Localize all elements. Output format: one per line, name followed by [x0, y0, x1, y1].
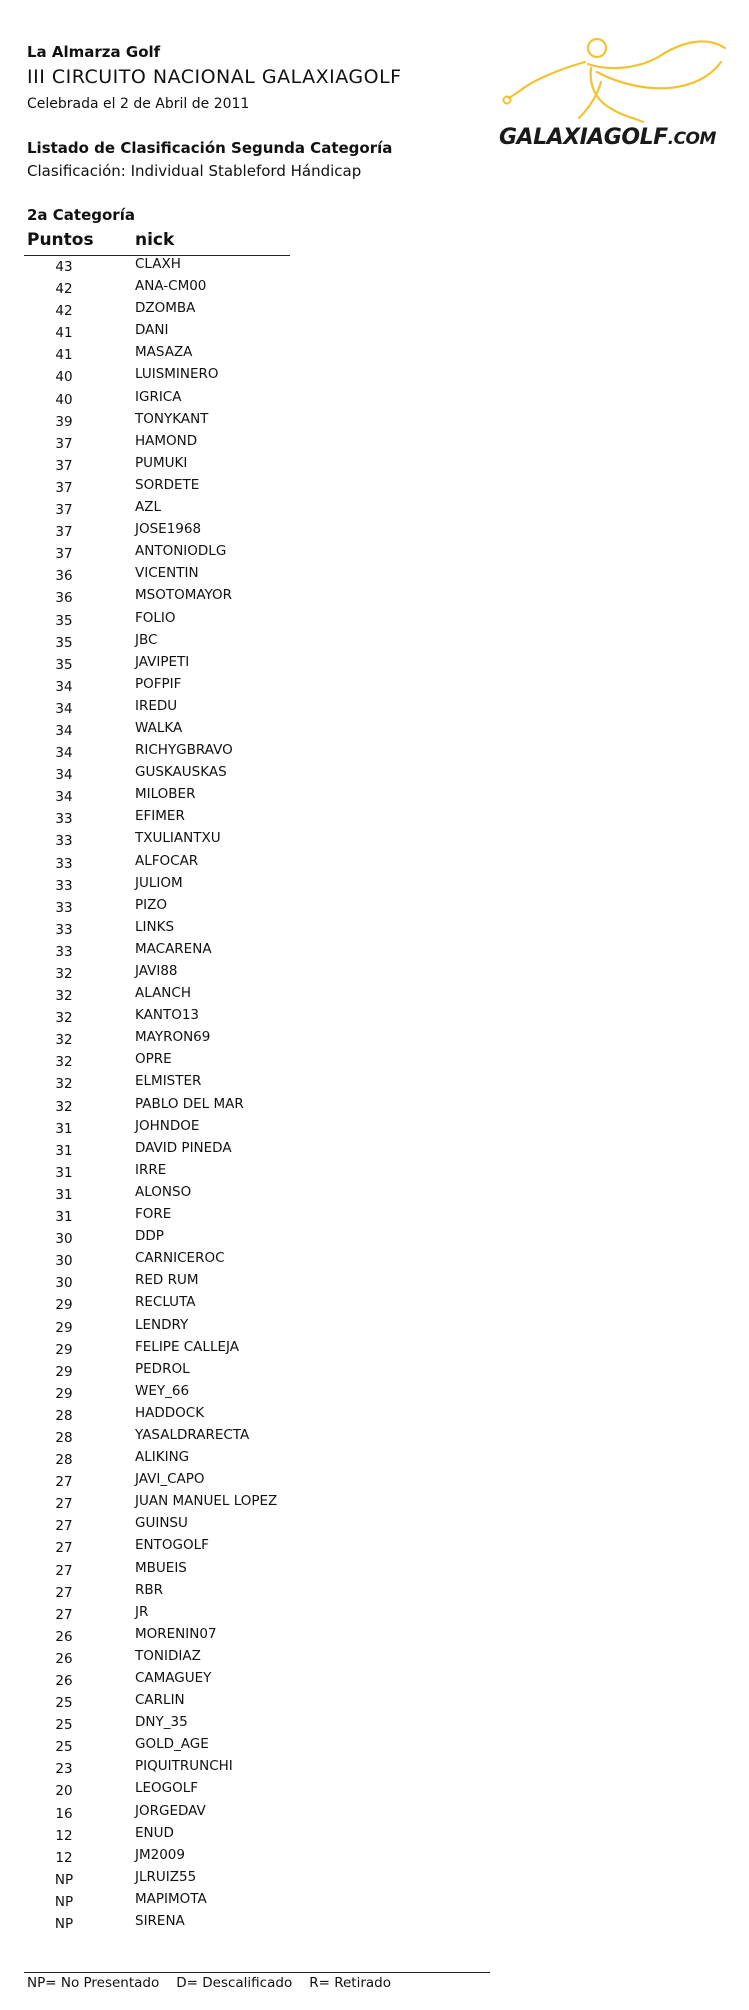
row-nick: DANI [135, 322, 169, 339]
row-points: 29 [55, 1297, 73, 1314]
classification-type: Clasificación: Individual Stableford Hándicap [27, 162, 362, 180]
row-points: 26 [55, 1673, 73, 1689]
row-points: 35 [55, 634, 73, 651]
row-points: 32 [55, 1098, 73, 1115]
table-row [24, 343, 324, 365]
row-nick: TONIDIAZ [135, 1647, 201, 1664]
row-nick: ALONSO [135, 1183, 192, 1200]
row-nick: JLRUIZ55 [135, 1868, 197, 1885]
row-points: 31 [55, 1142, 73, 1159]
table-row [24, 1581, 324, 1603]
row-points: 28 [55, 1429, 73, 1446]
row-points: NP [54, 1893, 74, 1910]
row-nick: MILOBER [135, 786, 196, 803]
row-nick: CLAXH [135, 256, 181, 272]
row-nick: PABLO DEL MAR [135, 1095, 244, 1112]
row-points: 33 [55, 811, 73, 828]
row-nick: JOHNDOE [135, 1117, 200, 1134]
row-nick: FORE [135, 1206, 172, 1223]
table-row [24, 1691, 324, 1713]
table-row [24, 564, 324, 586]
table-row [24, 476, 324, 498]
row-nick: MBUEIS [135, 1559, 187, 1576]
row-nick: DDP [135, 1228, 164, 1245]
table-row [24, 1470, 324, 1492]
row-points: 27 [55, 1496, 73, 1513]
column-header-nick: nick [135, 230, 175, 250]
table-row [24, 719, 324, 741]
row-nick: HADDOCK [135, 1404, 205, 1421]
row-nick: GOLD_AGE [135, 1736, 209, 1753]
row-points: 26 [55, 1628, 73, 1645]
row-nick: MORENIN07 [135, 1625, 217, 1642]
row-points: 33 [55, 855, 73, 872]
table-row [24, 1139, 324, 1161]
table-row [24, 984, 324, 1006]
row-nick: TXULIANTXU [135, 830, 221, 847]
table-row [24, 829, 324, 851]
logo-text-main: GALAXIAGOLF [499, 125, 668, 150]
row-nick: ANTONIODLG [135, 543, 227, 560]
row-nick: IGRICA [135, 388, 182, 405]
table-row [24, 852, 324, 874]
row-nick: PIZO [135, 896, 167, 913]
table-row [24, 675, 324, 697]
row-nick: GUINSU [135, 1515, 188, 1532]
row-points: 27 [55, 1518, 73, 1535]
row-points: 32 [55, 988, 73, 1005]
row-points: 31 [55, 1186, 73, 1203]
row-points: 37 [55, 479, 73, 496]
row-points: 12 [55, 1849, 73, 1866]
row-nick: OPRE [135, 1051, 172, 1068]
row-points: NP [54, 1916, 74, 1933]
row-points: 25 [55, 1695, 73, 1712]
row-points: 32 [55, 1032, 73, 1049]
table-row [24, 697, 324, 719]
row-nick: AZL [135, 499, 162, 516]
row-nick: EFIMER [135, 808, 185, 825]
table-row [24, 1316, 324, 1338]
table-row [24, 1448, 324, 1470]
row-nick: PIQUITRUNCHI [135, 1758, 233, 1775]
row-points: 25 [55, 1739, 73, 1756]
row-points: 27 [55, 1562, 73, 1579]
table-row [24, 498, 324, 520]
row-nick: JBC [135, 631, 158, 648]
table-row [24, 874, 324, 896]
table-row [24, 631, 324, 653]
row-points: 33 [55, 833, 73, 850]
table-row [24, 1890, 324, 1912]
row-points: 12 [55, 1827, 73, 1844]
row-points: 37 [55, 546, 73, 563]
legend-d: D= Descalificado [176, 1975, 293, 1991]
logo-wordmark [499, 125, 716, 150]
table-row [24, 1625, 324, 1647]
table-row [24, 1713, 324, 1735]
row-nick: LUISMINERO [135, 366, 219, 383]
table-row [24, 1779, 324, 1801]
table-row [24, 542, 324, 564]
row-points: 34 [55, 678, 73, 695]
table-row [24, 1868, 324, 1890]
row-points: NP [54, 1871, 74, 1888]
logo-text-suffix: .COM [667, 129, 716, 149]
row-points: 33 [55, 921, 73, 938]
table-row [24, 1028, 324, 1050]
row-nick: IRRE [135, 1161, 167, 1178]
row-nick: JORGEDAV [135, 1802, 206, 1819]
row-points: 41 [55, 347, 73, 364]
row-nick: MACARENA [135, 940, 212, 957]
row-points: 30 [55, 1253, 73, 1270]
table-row [24, 1293, 324, 1315]
row-nick: FELIPE CALLEJA [135, 1338, 239, 1355]
row-points: 33 [55, 943, 73, 960]
table-row [24, 1205, 324, 1227]
row-nick: LEOGOLF [135, 1780, 199, 1797]
row-points: 27 [55, 1540, 73, 1557]
row-nick: ENTOGOLF [135, 1537, 209, 1554]
row-nick: ELMISTER [135, 1073, 202, 1090]
row-nick: MSOTOMAYOR [135, 587, 233, 604]
row-nick: SORDETE [135, 476, 200, 493]
row-points: 33 [55, 899, 73, 916]
row-points: 25 [55, 1717, 73, 1734]
row-nick: KANTO13 [135, 1007, 199, 1024]
table-header [24, 229, 290, 256]
row-points: 30 [55, 1275, 73, 1292]
row-nick: WALKA [135, 719, 183, 736]
table-row [24, 277, 324, 299]
row-points: 34 [55, 789, 73, 806]
row-points: 20 [55, 1783, 73, 1800]
legend-r: R= Retirado [309, 1975, 391, 1991]
row-points: 32 [55, 1054, 73, 1071]
row-nick: YASALDRARECTA [135, 1426, 250, 1443]
row-nick: RBR [135, 1581, 164, 1598]
table-row [24, 1912, 324, 1934]
category-label: 2a Categoría [27, 206, 135, 224]
row-points: 37 [55, 435, 73, 452]
table-row [24, 1183, 324, 1205]
table-row [24, 962, 324, 984]
row-nick: FOLIO [135, 609, 176, 626]
table-row [24, 918, 324, 940]
table-row [24, 1757, 324, 1779]
row-points: 27 [55, 1584, 73, 1601]
row-points: 35 [55, 612, 73, 629]
table-row [24, 896, 324, 918]
row-nick: JR [135, 1603, 149, 1620]
table-row [24, 1404, 324, 1426]
row-points: 42 [55, 303, 73, 320]
row-points: 29 [55, 1385, 73, 1402]
table-row [24, 1824, 324, 1846]
table-row [24, 1072, 324, 1094]
table-row [24, 1647, 324, 1669]
row-points: 27 [55, 1474, 73, 1491]
table-row [24, 1271, 324, 1293]
row-nick: RED RUM [135, 1272, 199, 1289]
row-nick: JOSE1968 [135, 521, 202, 538]
row-nick: SIRENA [135, 1913, 185, 1930]
table-row [24, 1117, 324, 1139]
table-row [24, 1426, 324, 1448]
row-nick: ENUD [135, 1824, 174, 1841]
table-row [24, 1338, 324, 1360]
row-points: 29 [55, 1363, 73, 1380]
row-points: 43 [55, 259, 73, 275]
list-title: Listado de Clasificación Segunda Categoría [27, 139, 393, 157]
row-nick: MAYRON69 [135, 1029, 211, 1046]
table-row [24, 1095, 324, 1117]
table-row [24, 940, 324, 962]
row-points: 32 [55, 1010, 73, 1027]
table-row [24, 255, 324, 277]
row-points: 41 [55, 325, 73, 342]
row-nick: CARLIN [135, 1692, 185, 1709]
row-nick: LINKS [135, 918, 175, 935]
row-points: 36 [55, 568, 73, 585]
row-nick: CARNICEROC [135, 1250, 225, 1267]
venue-name: La Almarza Golf [27, 43, 161, 61]
table-row [24, 763, 324, 785]
page-title: III CIRCUITO NACIONAL GALAXIAGOLF [27, 66, 402, 88]
galaxiagolf-logo [493, 32, 739, 160]
table-row [24, 299, 324, 321]
row-nick: RICHYGBRAVO [135, 742, 233, 759]
row-points: 34 [55, 767, 73, 784]
row-points: 34 [55, 745, 73, 762]
row-nick: ALFOCAR [135, 852, 199, 869]
row-nick: HAMOND [135, 432, 198, 449]
table-row [24, 609, 324, 631]
row-points: 40 [55, 391, 73, 408]
row-nick: CAMAGUEY [135, 1670, 212, 1686]
table-row [24, 410, 324, 432]
table-row [24, 388, 324, 410]
row-nick: IREDU [135, 697, 178, 714]
table-row [24, 586, 324, 608]
row-nick: VICENTIN [135, 565, 199, 582]
row-points: 28 [55, 1407, 73, 1424]
table-row [24, 1382, 324, 1404]
table-row [24, 1161, 324, 1183]
table-row [24, 432, 324, 454]
row-nick: JAVI_CAPO [135, 1471, 205, 1488]
row-points: 32 [55, 966, 73, 982]
legend-np: NP= No Presentado [27, 1975, 160, 1991]
table-row [24, 454, 324, 476]
table-row [24, 365, 324, 387]
row-nick: DNY_35 [135, 1714, 188, 1731]
row-nick: WEY_66 [135, 1382, 190, 1399]
event-date: Celebrada el 2 de Abril de 2011 [27, 96, 250, 112]
row-nick: POFPIF [135, 675, 182, 692]
row-nick: ANA-CM00 [135, 278, 207, 295]
row-nick: JAVI88 [135, 963, 178, 979]
row-points: 39 [55, 413, 73, 430]
row-nick: GUSKAUSKAS [135, 764, 227, 781]
row-nick: JM2009 [135, 1846, 185, 1863]
row-nick: MASAZA [135, 344, 193, 361]
row-nick: DZOMBA [135, 300, 196, 317]
row-nick: ALIKING [135, 1449, 190, 1466]
table-row [24, 785, 324, 807]
row-points: 31 [55, 1120, 73, 1137]
row-points: 37 [55, 502, 73, 519]
row-points: 31 [55, 1164, 73, 1181]
table-row [24, 1249, 324, 1271]
row-points: 28 [55, 1452, 73, 1469]
table-row [24, 321, 324, 343]
row-nick: MAPIMOTA [135, 1890, 207, 1907]
row-points: 29 [55, 1341, 73, 1358]
table-row [24, 1227, 324, 1249]
row-nick: JULIOM [135, 874, 183, 891]
table-row [24, 1559, 324, 1581]
table-row [24, 1536, 324, 1558]
table-row [24, 1669, 324, 1691]
table-row [24, 653, 324, 675]
row-nick: JAVIPETI [135, 653, 190, 670]
table-row [24, 1603, 324, 1625]
golfer-swing-icon [493, 32, 739, 127]
table-row [24, 741, 324, 763]
table-row [24, 1514, 324, 1536]
row-points: 42 [55, 281, 73, 298]
row-nick: TONYKANT [135, 410, 209, 427]
row-points: 27 [55, 1606, 73, 1623]
table-row [24, 1050, 324, 1072]
row-nick: PEDROL [135, 1360, 190, 1377]
row-points: 35 [55, 656, 73, 673]
table-row [24, 1846, 324, 1868]
table-row [24, 520, 324, 542]
row-points: 23 [55, 1761, 73, 1778]
row-points: 37 [55, 457, 73, 474]
row-nick: DAVID PINEDA [135, 1139, 232, 1156]
row-nick: PUMUKI [135, 454, 188, 471]
row-points: 40 [55, 369, 73, 386]
row-points: 34 [55, 700, 73, 717]
row-points: 34 [55, 722, 73, 739]
table-row [24, 1360, 324, 1382]
row-points: 32 [55, 1076, 73, 1093]
row-points: 16 [55, 1805, 73, 1822]
row-nick: RECLUTA [135, 1294, 196, 1311]
row-points: 31 [55, 1209, 73, 1226]
row-points: 33 [55, 877, 73, 894]
table-row [24, 807, 324, 829]
row-nick: JUAN MANUEL LOPEZ [135, 1493, 278, 1510]
row-points: 36 [55, 590, 73, 607]
row-points: 29 [55, 1319, 73, 1336]
results-table-body [24, 255, 324, 1934]
table-row [24, 1735, 324, 1757]
row-points: 26 [55, 1650, 73, 1667]
table-row [24, 1492, 324, 1514]
row-nick: ALANCH [135, 985, 191, 1002]
row-points: 37 [55, 524, 73, 541]
legend-footer [24, 1972, 490, 1991]
row-nick: LENDRY [135, 1316, 189, 1333]
row-points: 30 [55, 1231, 73, 1248]
column-header-points: Puntos [27, 230, 94, 250]
table-row [24, 1006, 324, 1028]
table-row [24, 1802, 324, 1824]
